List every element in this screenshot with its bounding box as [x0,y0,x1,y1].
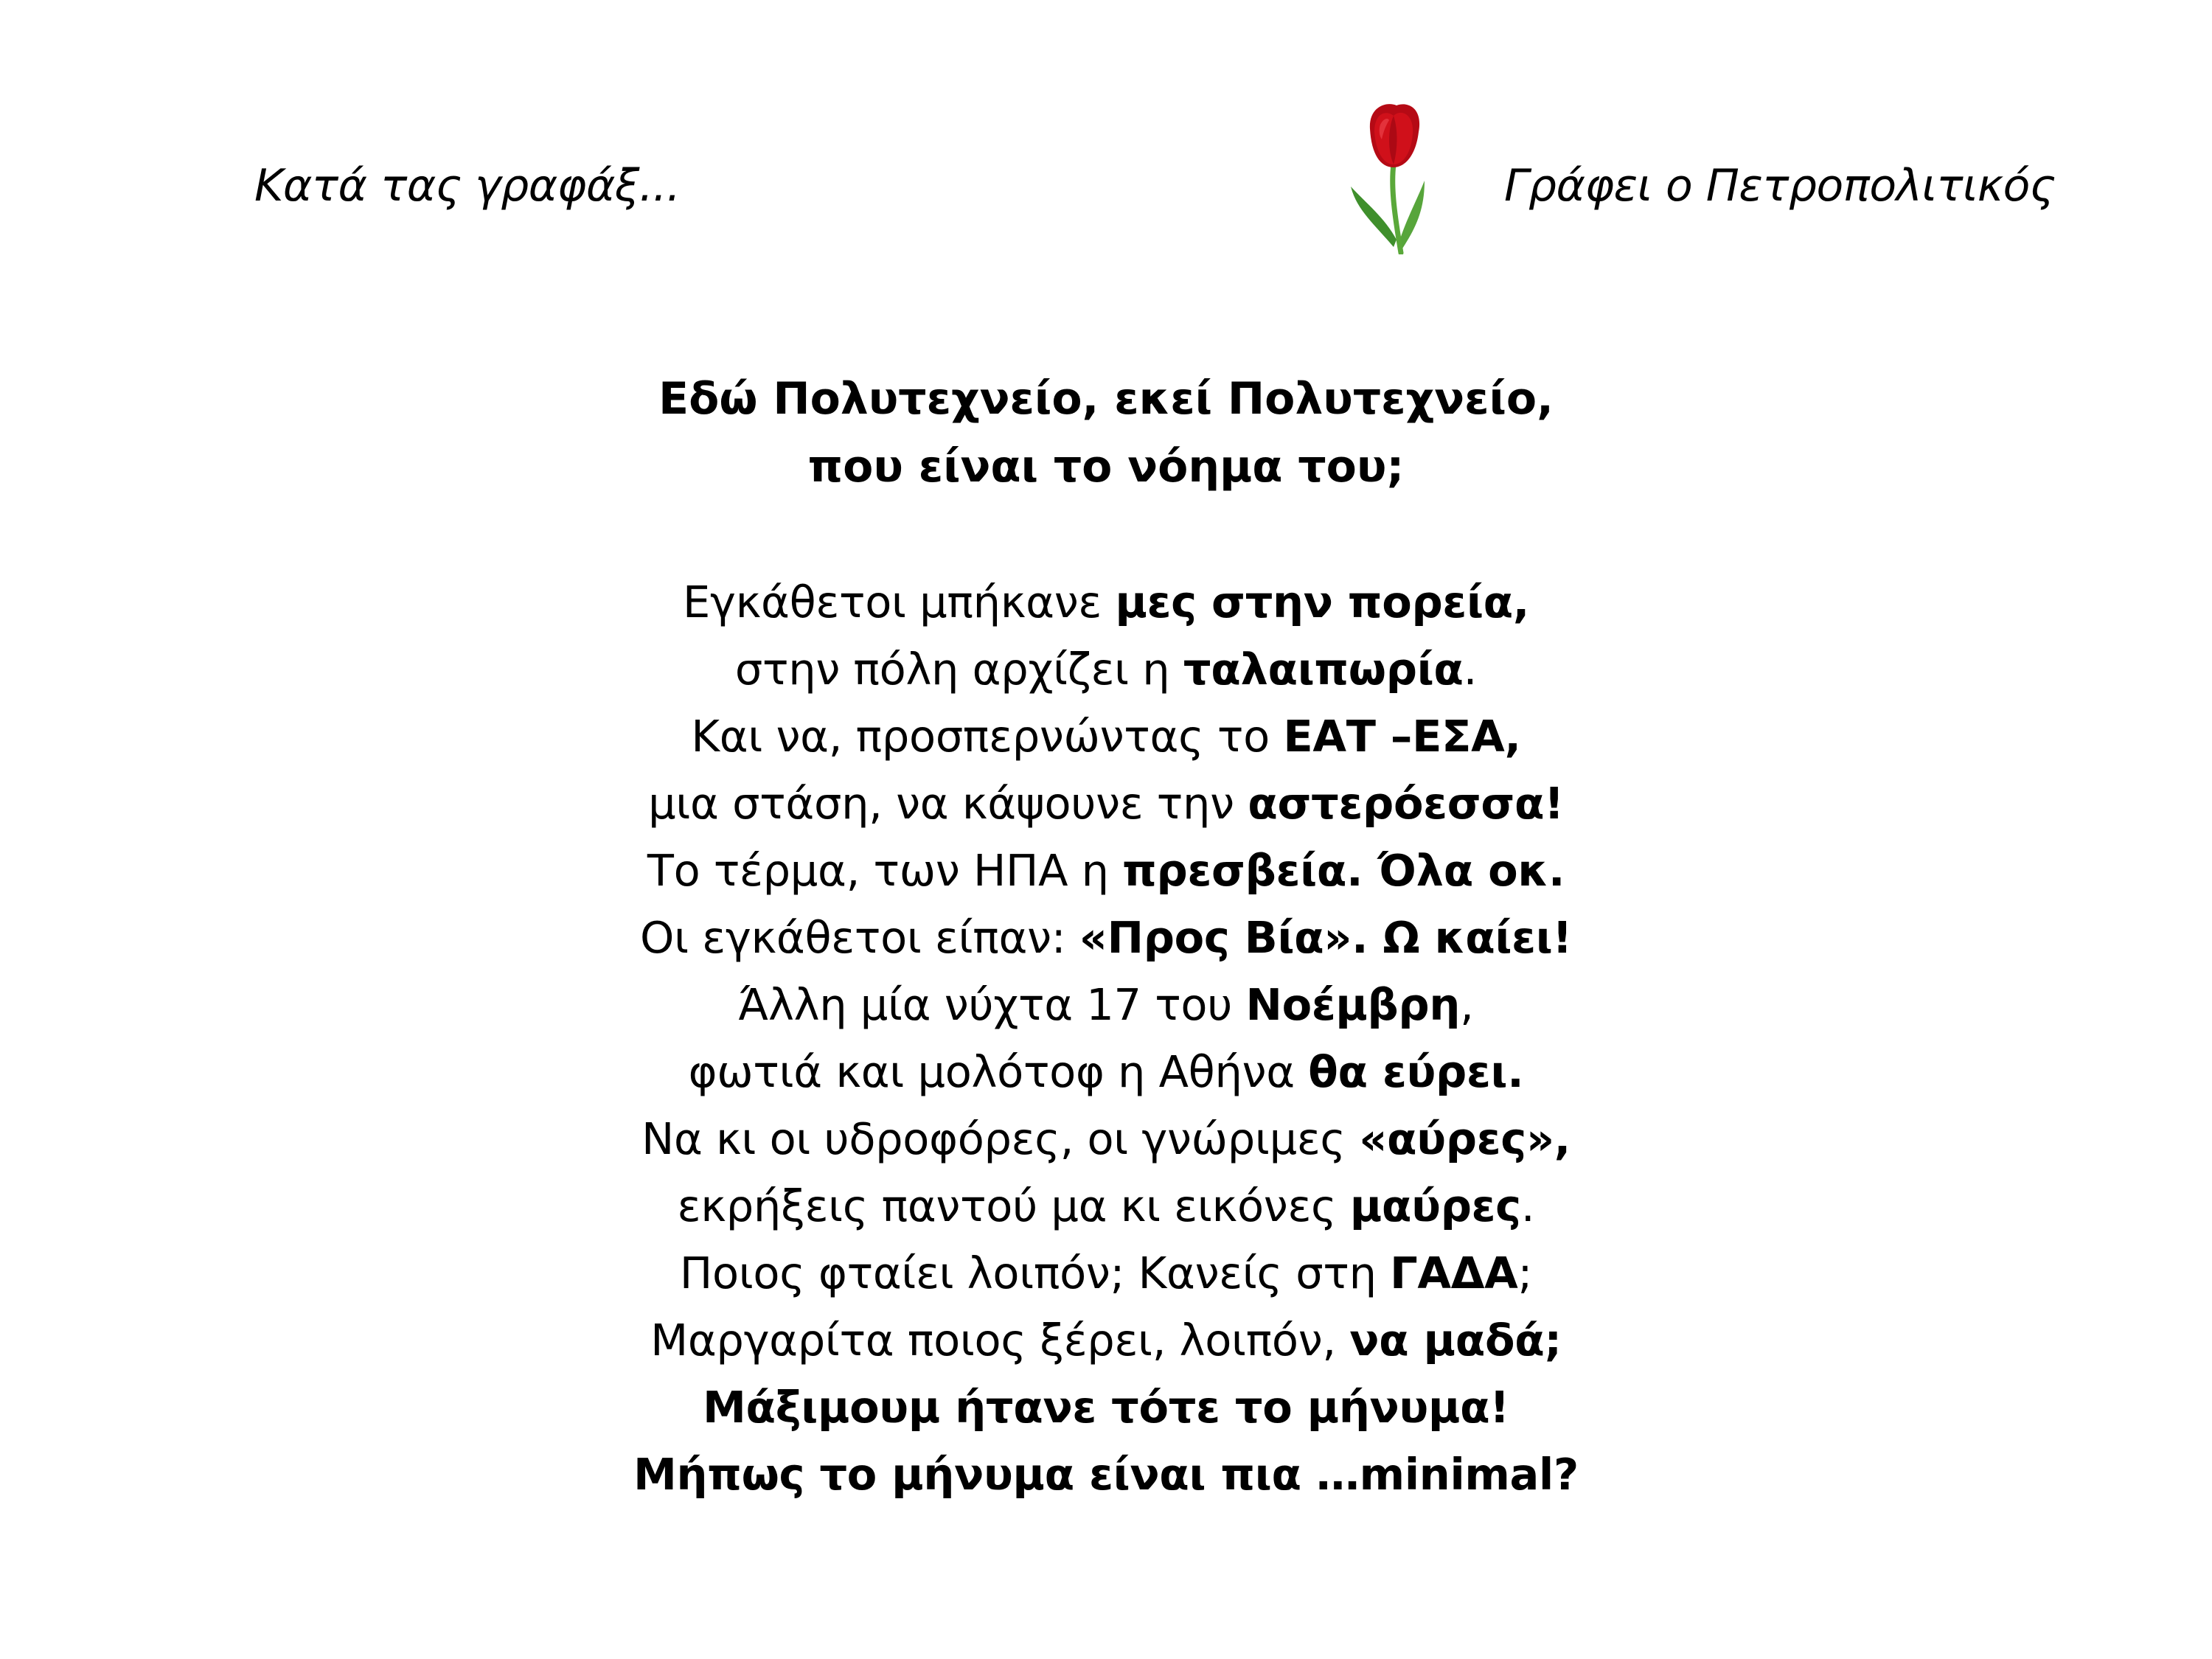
poem-line: φωτιά και μολότοφ η Αθήνα θα εύρει. [688,1046,1524,1097]
poem-line: Μαργαρίτα ποιος ξέρει, λοιπόν, να μαδά; [650,1315,1562,1366]
poem-line: εκρήξεις παντού μα κι εικόνες μαύρες. [677,1180,1535,1231]
red-tulip-icon [1342,100,1453,254]
poem-line: Ποιος φταίει λοιπόν; Κανείς στη ΓΑΔΑ; [679,1248,1533,1298]
column-label: Κατά τας γραφάξ... [254,160,681,212]
author-label: Γράφει ο Πετροπολιτικός [1504,160,2056,212]
poem-line: Το τέρμα, των ΗΠΑ η πρεσβεία. Όλα οκ. [647,845,1565,896]
poem [0,365,2212,1508]
poem-title-line: Εδώ Πολυτεχνείο, εκεί Πολυτεχνείο, [658,373,1554,425]
tulip-leaf-left [1351,187,1397,247]
poem-line: Οι εγκάθετοι είπαν: «Προς Βία». Ω καίει! [639,912,1573,963]
poem-line: Και να, προσπερνώντας το ΕΑΤ –ΕΣΑ, [691,711,1521,762]
poem-line: στην πόλη αρχίζει η ταλαιπωρία. [734,644,1478,695]
poem-title-line: που είναι το νόημα του; [807,441,1405,493]
poem-line: Άλλη μία νύχτα 17 του Νοέμβρη, [738,979,1474,1030]
tulip-leaf-right [1398,181,1425,251]
poem-line: Εγκάθετοι μπήκανε μες στην πορεία, [682,577,1530,627]
poem-line: Μάξιμουμ ήτανε τότε το μήνυμα! [703,1382,1509,1433]
poem-line: Να κι οι υδροφόρες, οι γνώριμες «αύρες», [641,1113,1571,1164]
poem-line: μια στάση, να κάψουνε την αστερόεσσα! [648,778,1564,829]
poem-line: Μήπως το μήνυμα είναι πια …minimal? [633,1449,1579,1500]
